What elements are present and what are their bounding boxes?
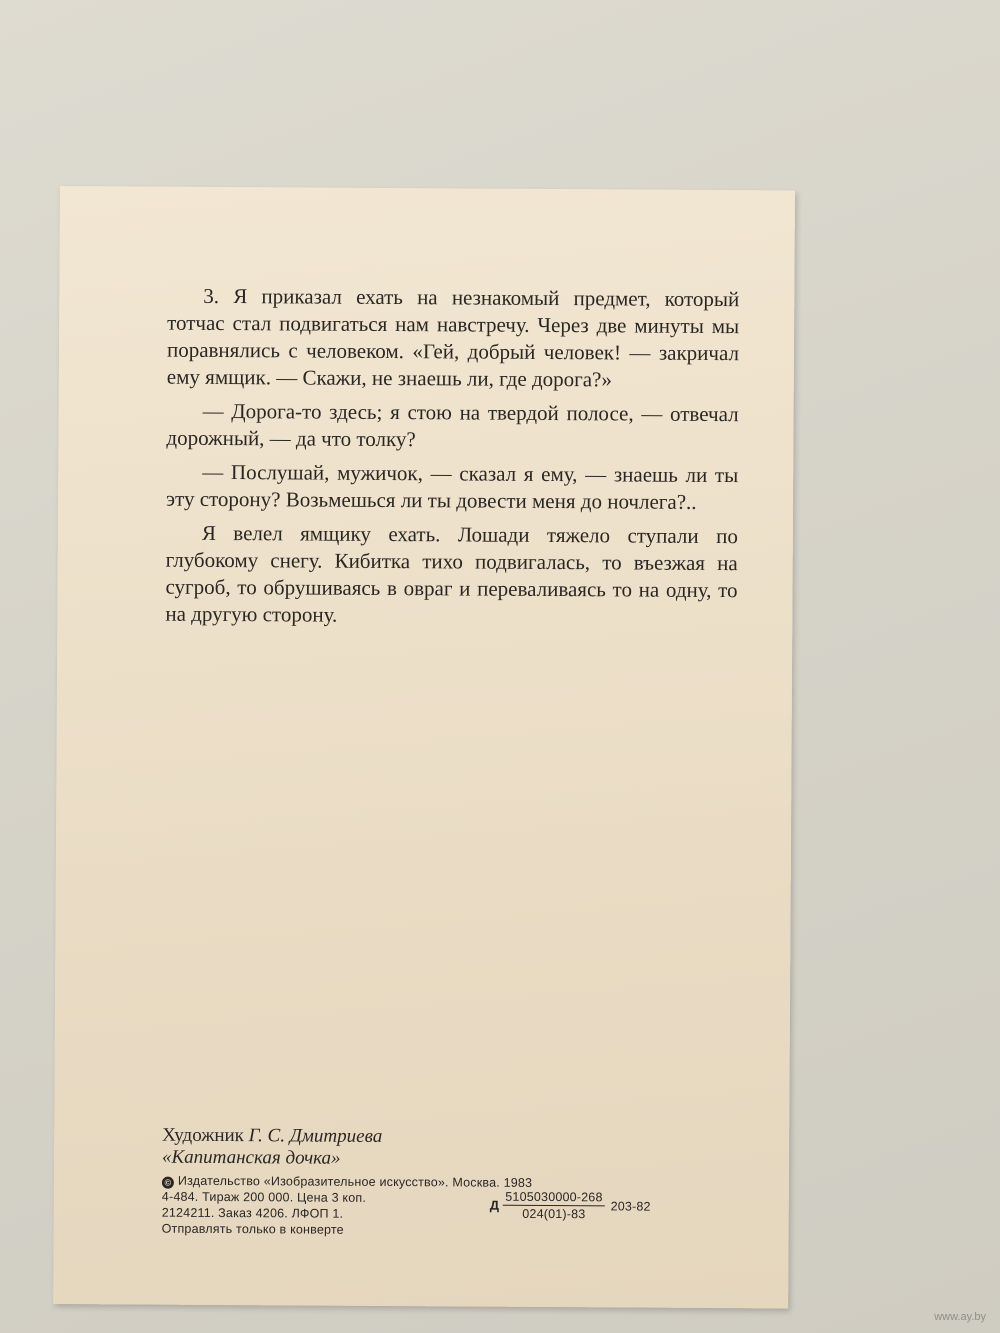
work-title: «Капитанская дочка» [162,1146,341,1169]
catalog-index [490,1189,651,1223]
index-suffix: 203-82 [610,1198,651,1214]
imprint-block [162,1125,683,1240]
artist-line [162,1125,682,1150]
envelope-note: Отправлять только в конверте [161,1221,344,1237]
imprint-details [162,1189,682,1240]
order-line: 2124211. Заказ 4206. ЛФОП 1. [161,1205,344,1221]
print-run-line: 4-484. Тираж 200 000. Цена 3 коп. [161,1189,367,1205]
index-numerator: 5105030000-268 [503,1189,604,1207]
paragraph: — Послушай, мужичок, — сказал я ему, — знаешь ли ты эту сторону? Возьмешься ли ты довести меня до ночлега?.. [166,459,739,514]
artist-name: Г. С. Дмитриева [248,1125,383,1147]
index-fraction [503,1189,605,1223]
postcard-back [53,186,795,1308]
story-text [165,283,739,638]
index-letter: Д [489,1197,500,1213]
paragraph: — Дорога-то здесь; я стою на твердой полосе, — отвечал дорожный, — да что толку? [166,398,739,452]
watermark: www.ay.by [934,1311,986,1323]
paragraph: Я велел ямщику ехать. Лошади тяжело ступали по глубокому снегу. Кибитка тихо подвигалась, то въезжая на сугроб, то обрушиваясь в овраг и переваливаясь то на одну, то на другую сторону. [165,520,738,627]
index-denominator: 024(01)-83 [522,1206,586,1222]
paragraph: 3. Я приказал ехать на незнакомый предмет, который тотчас стал подвигаться нам навстречу. Через две минуты мы поравнялись с человеком. «Гей, добрый человек! — закричал ему ямщик. — Скажи, не знаешь ли, где дорога?» [166,283,740,392]
copyright-icon: © [162,1177,174,1189]
artist-label: Художник [162,1124,245,1147]
publisher-text: Издательство «Изобразительное искусство». Москва. 1983 [177,1173,533,1190]
